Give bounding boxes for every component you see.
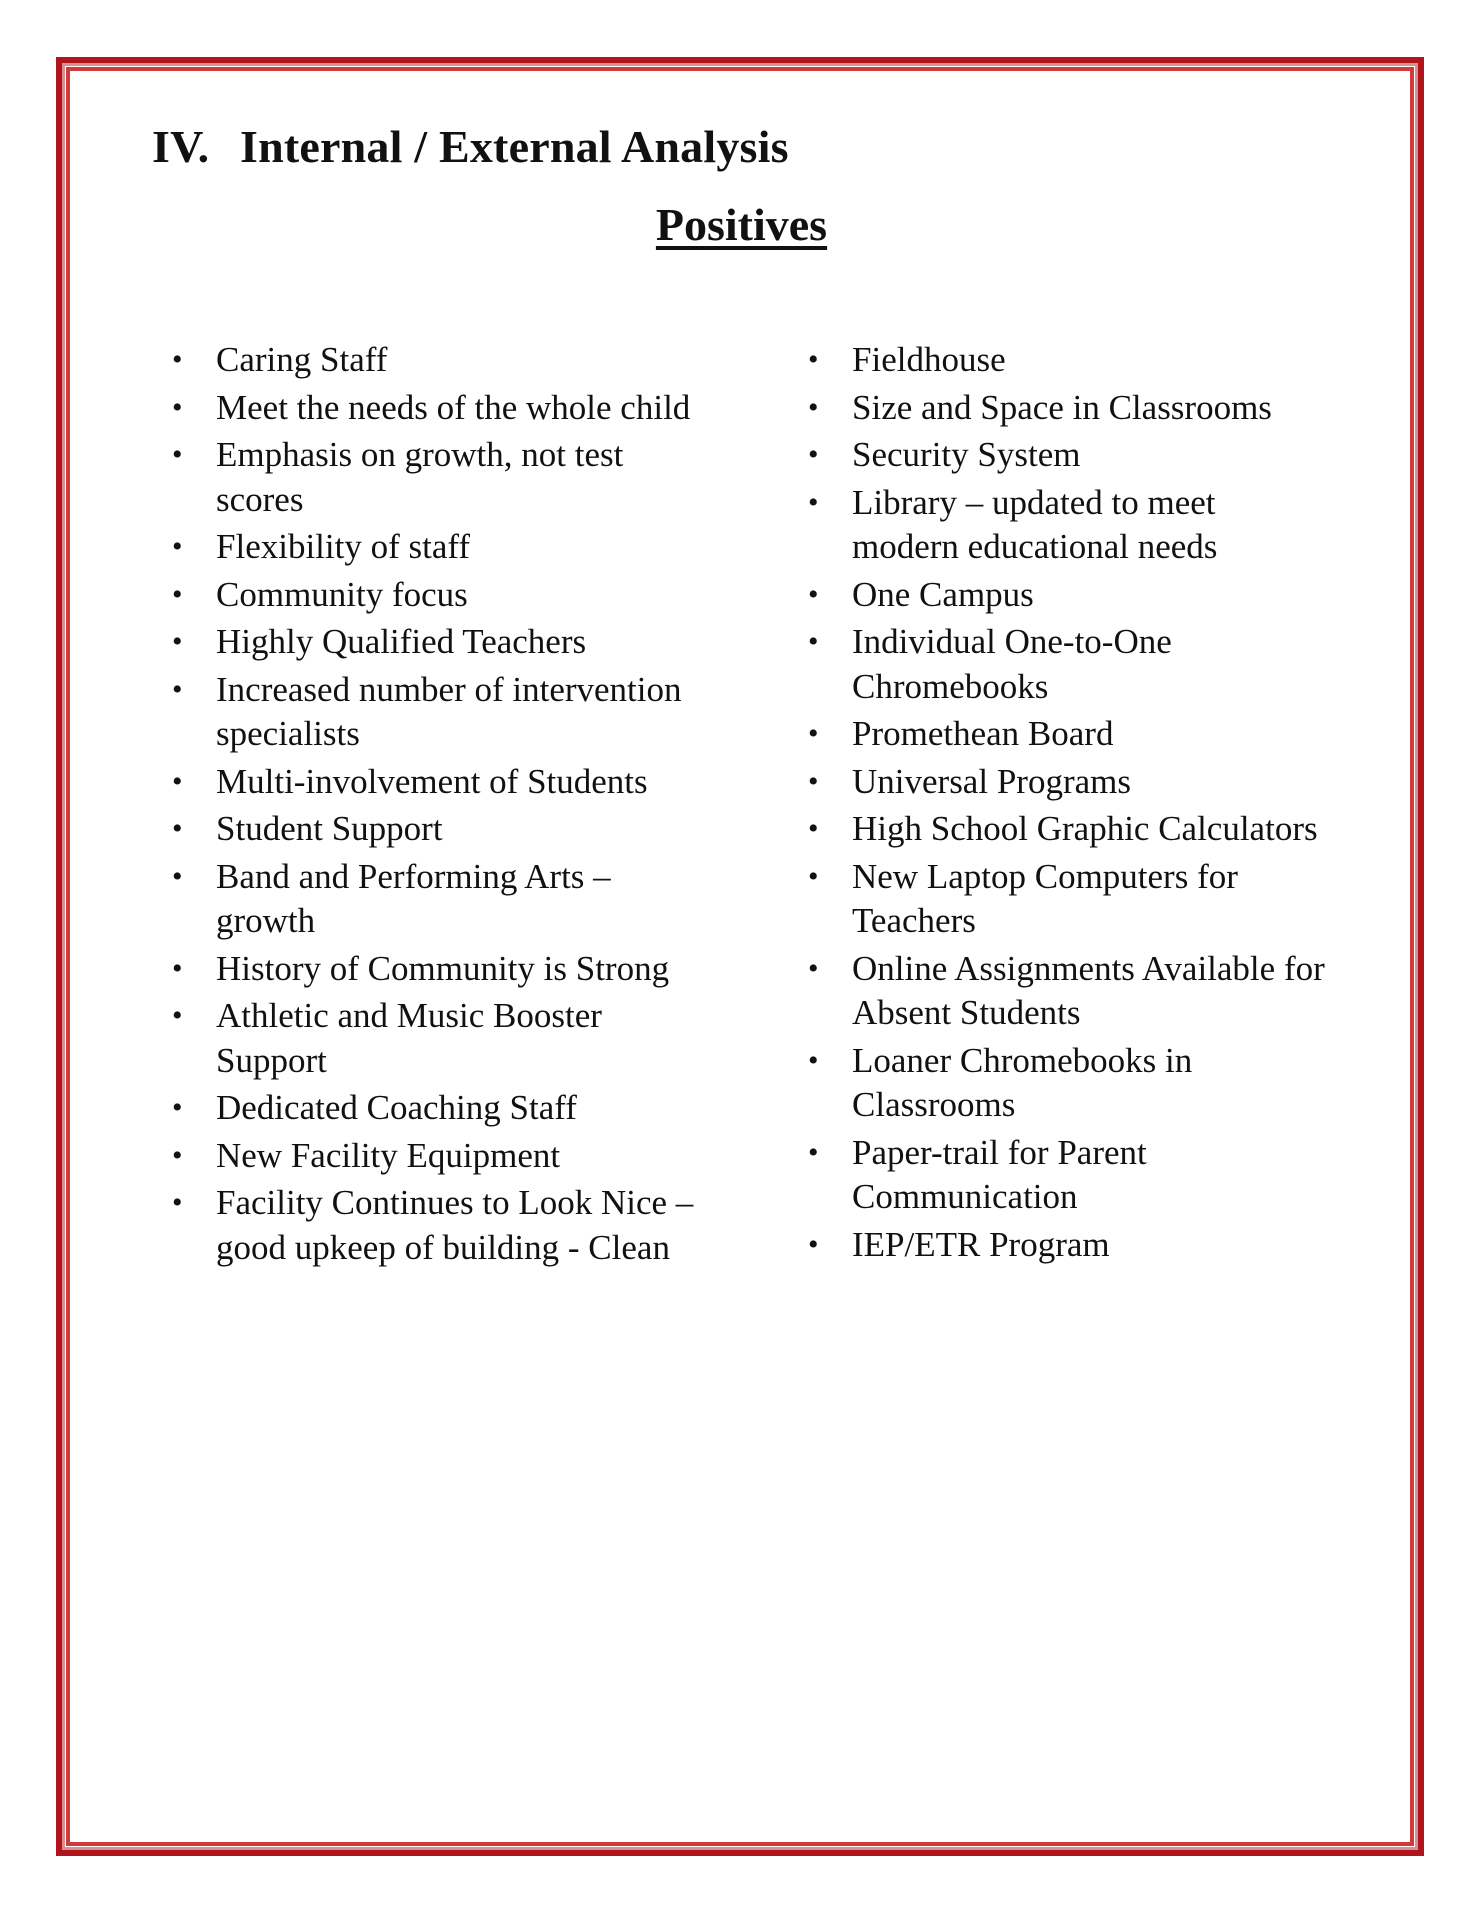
list-item-text: Athletic and Music Booster Support: [216, 996, 602, 1080]
list-item-text: Universal Programs: [852, 761, 1131, 801]
list-item-text: Community focus: [216, 574, 468, 614]
list-item: [808, 1131, 1328, 1220]
list-item: [172, 1181, 712, 1270]
list-item-text: Size and Space in Classrooms: [852, 387, 1272, 427]
list-item-text: High School Graphic Calculators: [852, 809, 1318, 848]
list-item: [808, 620, 1328, 709]
bullet-icon: •: [172, 625, 183, 658]
list-item: [172, 386, 712, 431]
list-item-text: Increased number of intervention specialists: [216, 669, 682, 753]
list-item-text: One Campus: [852, 574, 1034, 614]
list-item: [808, 760, 1328, 805]
positives-subheading: [0, 198, 1483, 251]
bullet-icon: •: [172, 438, 183, 471]
list-item-text: Band and Performing Arts – growth: [216, 856, 611, 940]
list-item-text: New Facility Equipment: [216, 1135, 561, 1175]
bullet-icon: •: [808, 625, 819, 658]
list-item-text: Loaner Chromebooks in Classrooms: [852, 1040, 1193, 1124]
list-item: [172, 573, 712, 618]
list-item-text: IEP/ETR Program: [852, 1224, 1110, 1264]
list-item-text: Caring Staff: [216, 340, 388, 379]
bullet-icon: •: [808, 764, 819, 798]
bullet-icon: •: [172, 672, 183, 706]
bullet-icon: •: [172, 812, 183, 845]
bullet-icon: •: [172, 859, 183, 893]
bullet-icon: •: [172, 1138, 183, 1172]
list-item: [172, 525, 712, 570]
bullet-icon: •: [808, 343, 819, 376]
section-number: IV.: [152, 121, 210, 172]
list-item-text: Paper-trail for Parent Communication: [852, 1132, 1147, 1216]
list-item-text: Flexibility of staff: [216, 527, 471, 566]
positives-list-right: [808, 338, 1328, 1270]
list-item: [172, 620, 712, 665]
bullet-icon: •: [808, 438, 819, 471]
bullet-icon: •: [172, 390, 183, 424]
list-item: [172, 947, 712, 992]
list-item-text: Highly Qualified Teachers: [216, 622, 587, 661]
list-item: [808, 947, 1328, 1036]
section-title: Internal / External Analysis: [240, 121, 789, 172]
bullet-icon: •: [808, 859, 819, 893]
list-item-text: Student Support: [216, 809, 443, 848]
list-item: [808, 1223, 1328, 1268]
bullet-icon: •: [172, 530, 183, 563]
bullet-icon: •: [172, 764, 183, 798]
bullet-icon: •: [808, 1043, 819, 1077]
list-item: [172, 1134, 712, 1179]
list-item: [172, 668, 712, 757]
bullet-icon: •: [808, 577, 819, 611]
list-item: [172, 994, 712, 1083]
list-item: [808, 807, 1328, 852]
list-item-text: Fieldhouse: [852, 340, 1006, 379]
section-heading: [152, 120, 789, 173]
list-item-text: Multi-involvement of Students: [216, 761, 648, 801]
bullet-icon: •: [808, 717, 819, 750]
list-item-text: Security System: [852, 435, 1081, 474]
list-item-text: Library – updated to meet modern educational needs: [852, 482, 1218, 566]
list-item: [172, 760, 712, 805]
bullet-icon: •: [808, 1135, 819, 1169]
list-item: [172, 433, 712, 522]
bullet-icon: •: [172, 1091, 183, 1124]
bullet-icon: •: [172, 951, 183, 985]
list-item: [808, 855, 1328, 944]
list-item: [808, 1039, 1328, 1128]
list-item-text: New Laptop Computers for Teachers: [852, 856, 1238, 940]
list-item: [172, 1086, 712, 1131]
list-item-text: Facility Continues to Look Nice – good upkeep of building - Clean: [216, 1183, 694, 1267]
bullet-icon: •: [172, 999, 183, 1032]
bullet-icon: •: [808, 485, 819, 519]
bullet-icon: •: [808, 1227, 819, 1261]
bullet-icon: •: [808, 390, 819, 424]
positives-list-left: [172, 338, 712, 1273]
list-item: [172, 855, 712, 944]
list-item: [808, 481, 1328, 570]
bullet-icon: •: [808, 951, 819, 985]
list-item: [808, 573, 1328, 618]
bullet-icon: •: [172, 343, 183, 376]
list-item: [808, 338, 1328, 383]
list-item-text: Online Assignments Available for Absent Students: [852, 948, 1325, 1032]
bullet-icon: •: [172, 577, 183, 611]
list-item-text: Emphasis on growth, not test scores: [216, 435, 624, 519]
list-item-text: Promethean Board: [852, 714, 1114, 753]
list-item: [808, 712, 1328, 757]
list-item-text: Meet the needs of the whole child: [216, 387, 691, 427]
list-item: [808, 386, 1328, 431]
list-item: [808, 433, 1328, 478]
list-item-text: Dedicated Coaching Staff: [216, 1088, 577, 1127]
list-item: [172, 338, 712, 383]
list-item-text: Individual One-to-One Chromebooks: [852, 622, 1172, 706]
bullet-icon: •: [172, 1186, 183, 1219]
bullet-icon: •: [808, 812, 819, 845]
list-item: [172, 807, 712, 852]
list-item-text: History of Community is Strong: [216, 948, 670, 988]
positives-subheading-text: Positives: [655, 199, 828, 250]
